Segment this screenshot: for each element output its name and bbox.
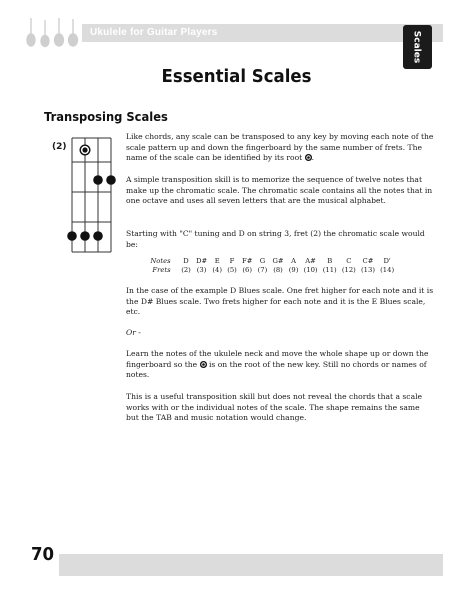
frets-row-label: Frets	[152, 266, 171, 274]
notes-row-label: Notes	[150, 257, 171, 265]
paragraph-transposing-intro: Like chords, any scale can be transposed to any key by moving each note of the scale pattern up and down the fingerboard by the same number of frets. The name of the scale can be identified by its root .	[126, 132, 434, 162]
scale-fretboard-diagram	[67, 134, 117, 254]
fret-position-label: (2)	[52, 142, 67, 152]
root-note-icon	[200, 361, 207, 368]
note-dot	[93, 231, 103, 241]
paragraph-useful-skill: This is a useful transposition skill but does not reveal the chords that a scale works with or the individual notes of the scale. The shape remains the same but the TAB and music notation would change.	[126, 392, 423, 422]
paragraph-chromatic-scale: A simple transposition skill is to memorize the sequence of twelve notes that make up the chromatic scale. The chromatic scale contains all the notes that in one octave and uses all seven letters that are the musical alphabet.	[126, 175, 433, 205]
frets-row: Frets (2) (3) (4) (5) (6) (7) (8) (9) (10) (11) (12) (13) (14)	[140, 266, 397, 275]
paragraph-blues-example: In the case of the example D Blues scale. One fret higher for each note and it is the D# Blues scale. Two frets higher for each note and it is the E Blues scale, etc.	[126, 286, 434, 316]
page-title: Essential Scales	[161, 66, 312, 87]
chapter-tab-text: Scales	[411, 30, 422, 64]
chromatic-notes-table	[140, 257, 397, 275]
note-dot	[80, 231, 90, 241]
book-title: Ukulele for Guitar Players	[90, 27, 218, 38]
paragraph-c-tuning: Starting with "C" tuning and D on string 3, fret (2) the chromatic scale would be:	[126, 229, 425, 249]
root-note-icon	[305, 154, 312, 161]
note-dot	[106, 175, 116, 185]
section-heading: Transposing Scales	[44, 109, 168, 124]
chapter-tab-icon	[403, 25, 432, 69]
paragraph-learn-notes: Learn the notes of the ukulele neck and move the whole shape up or down the fingerboard so the is on the root of the new key. Still no chords or names of notes.	[126, 349, 429, 379]
ukulele-silhouettes-icon	[22, 16, 82, 48]
note-dot	[93, 175, 103, 185]
page-number: 70	[31, 544, 55, 565]
footer-bar	[59, 554, 443, 576]
paragraph-or: Or -	[126, 328, 141, 337]
notes-row: Notes D D# E F F# G G# A A# B C C# D'	[140, 257, 397, 266]
note-dot	[67, 231, 77, 241]
